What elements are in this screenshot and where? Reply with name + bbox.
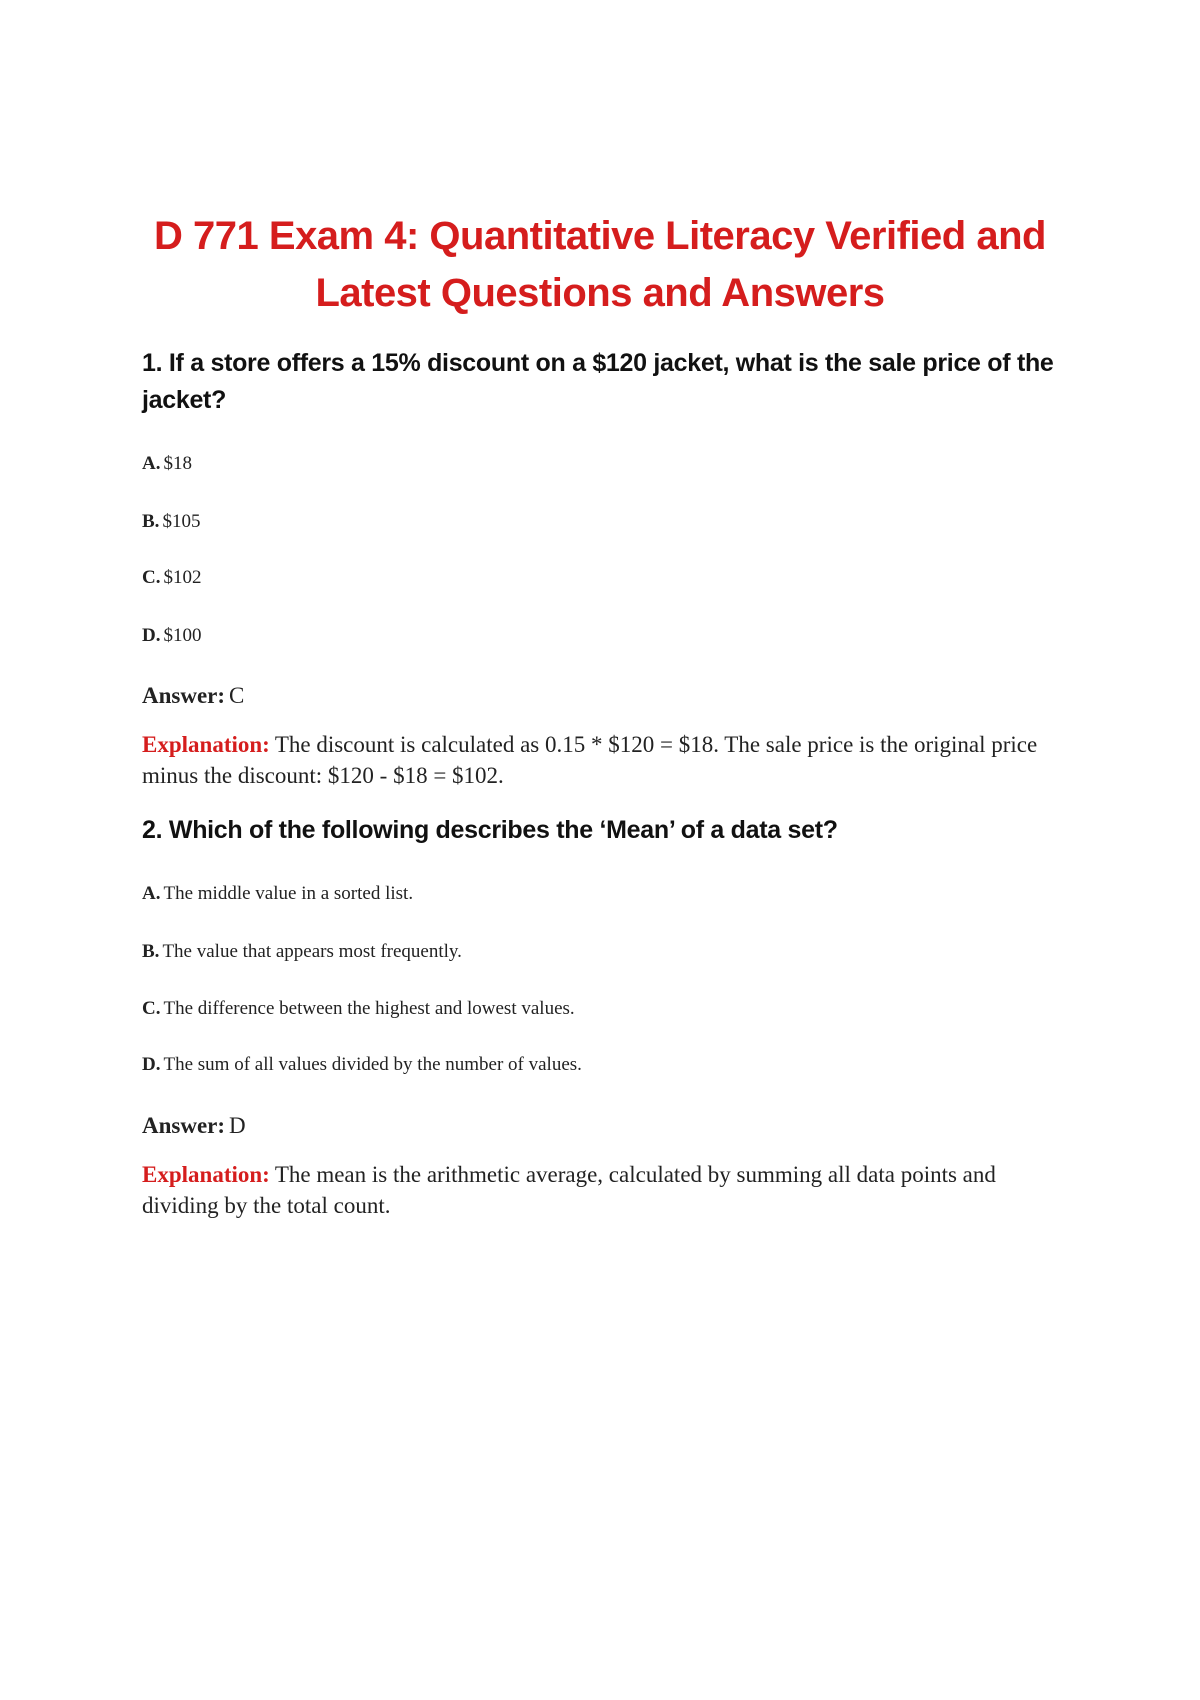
option-letter: A. xyxy=(142,453,161,474)
question-2-option-c xyxy=(142,997,575,1021)
question-2-option-d xyxy=(142,1053,582,1077)
option-letter: A. xyxy=(142,883,161,904)
option-text: $100 xyxy=(163,625,202,646)
question-1-option-b xyxy=(142,510,200,534)
option-letter: D. xyxy=(142,1054,161,1075)
option-text: $18 xyxy=(163,453,192,474)
question-2-option-a xyxy=(142,882,413,906)
question-2-text: 2. Which of the following describes the ‘Mean’ of a data set? xyxy=(142,816,838,844)
answer-label: Answer: xyxy=(142,683,226,708)
question-1-option-d xyxy=(142,624,201,648)
answer-label: Answer: xyxy=(142,1113,226,1138)
option-letter: B. xyxy=(142,941,160,962)
explanation-label: Explanation: xyxy=(142,1162,270,1187)
question-1-explanation xyxy=(142,729,1062,791)
question-2-explanation xyxy=(142,1159,1062,1221)
option-letter: C. xyxy=(142,567,161,588)
question-1-option-c xyxy=(142,566,201,590)
answer-value: C xyxy=(229,683,245,708)
question-2-option-b xyxy=(142,940,462,964)
answer-value: D xyxy=(229,1113,246,1138)
option-text: $105 xyxy=(162,511,201,532)
option-text: The sum of all values divided by the number of values. xyxy=(163,1054,582,1075)
option-letter: C. xyxy=(142,998,161,1019)
option-letter: B. xyxy=(142,511,160,532)
explanation-text: The mean is the arithmetic average, calculated by summing all data points and dividing by the total count. xyxy=(142,1162,996,1218)
question-2-answer xyxy=(142,1112,246,1140)
question-1-option-a xyxy=(142,452,192,476)
option-text: The difference between the highest and lowest values. xyxy=(163,998,575,1019)
explanation-label: Explanation: xyxy=(142,732,270,757)
question-1-answer xyxy=(142,682,244,710)
question-1-text: 1. If a store offers a 15% discount on a $120 jacket, what is the sale price of the jacket? xyxy=(142,349,1054,414)
document-title: D 771 Exam 4: Quantitative Literacy Verified and Latest Questions and Answers xyxy=(154,214,1046,315)
option-text: The middle value in a sorted list. xyxy=(163,883,414,904)
option-text: The value that appears most frequently. xyxy=(162,941,462,962)
explanation-text: The discount is calculated as 0.15 * $120 = $18. The sale price is the original price minus the discount: $120 - $18 = $102. xyxy=(142,732,1038,788)
option-letter: D. xyxy=(142,625,161,646)
option-text: $102 xyxy=(163,567,202,588)
